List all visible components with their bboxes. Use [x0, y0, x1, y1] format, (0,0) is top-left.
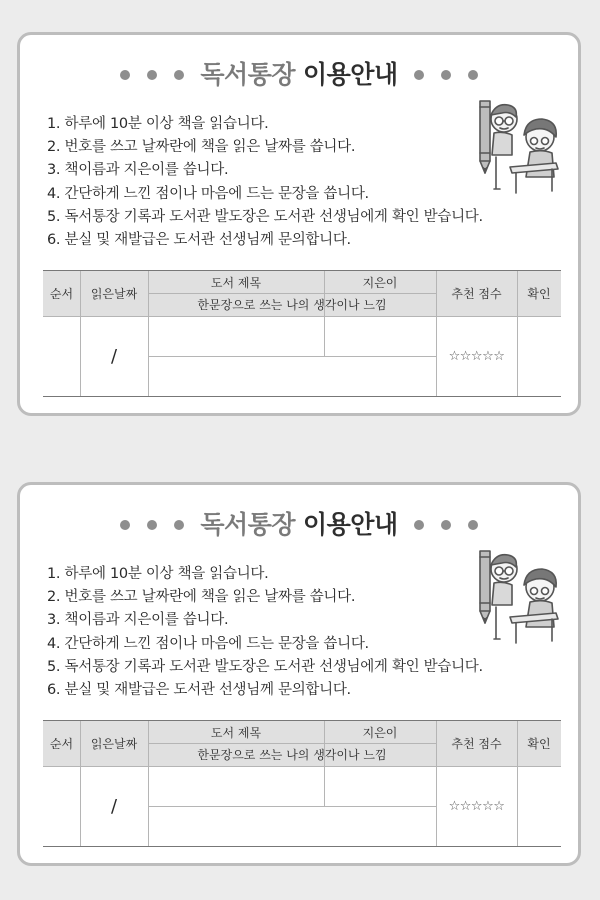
rule-item: 5. 독서통장 기록과 도서관 발도장은 도서관 선생님에게 확인 받습니다. — [47, 208, 483, 225]
title-text — [200, 57, 397, 93]
header-order: 순서 — [49, 737, 74, 751]
thoughts-cell[interactable] — [148, 806, 436, 846]
rule-item: 4. 간단하게 느낀 점이나 마음에 드는 문장을 씁니다. — [47, 635, 369, 652]
title-dots-right — [414, 520, 478, 530]
rating-stars[interactable]: ☆☆☆☆☆ — [448, 798, 505, 814]
rule-item: 6. 분실 및 재발급은 도서관 선생님께 문의합니다. — [47, 231, 351, 248]
rating-stars[interactable]: ☆☆☆☆☆ — [448, 348, 505, 364]
rule-item: 3. 책이름과 지은이를 씁니다. — [47, 612, 229, 629]
rule-item: 5. 독서통장 기록과 도서관 발도장은 도서관 선생님에게 확인 받습니다. — [47, 658, 483, 675]
title-part2: 이용안내 — [303, 510, 398, 539]
header-thoughts: 한문장으로 쓰는 나의 생각이나 느낌 — [197, 748, 387, 762]
author-cell[interactable] — [324, 766, 436, 806]
header-sub-divider — [148, 293, 436, 294]
rule-item: 6. 분실 및 재발급은 도서관 선생님께 문의합니다. — [47, 681, 351, 698]
usage-rules-list — [47, 113, 483, 252]
title-text — [200, 507, 397, 543]
book-title-cell[interactable] — [148, 766, 324, 806]
confirm-cell[interactable] — [517, 766, 561, 846]
rule-item: 2. 번호를 쓰고 날짜란에 책을 읽은 날짜를 씁니다. — [47, 589, 356, 606]
title-dots-left — [120, 520, 184, 530]
header-thoughts: 한문장으로 쓰는 나의 생각이나 느낌 — [197, 298, 387, 312]
header-author: 지은이 — [362, 275, 398, 290]
author-cell[interactable] — [324, 316, 436, 356]
usage-rules-list — [47, 563, 483, 702]
title-dots-left — [120, 70, 184, 80]
header-read-date: 읽은날짜 — [90, 737, 138, 751]
reading-passbook-card-2 — [17, 482, 581, 866]
header-sub-divider — [148, 743, 436, 744]
rule-item: 1. 하루에 10분 이상 책을 읽습니다. — [47, 566, 269, 582]
header-confirm: 확인 — [527, 287, 551, 301]
reading-log-table — [43, 270, 561, 397]
rule-item: 4. 간단하게 느낀 점이나 마음에 드는 문장을 씁니다. — [47, 185, 369, 202]
header-rating: 추천 점수 — [451, 737, 502, 751]
rule-item: 2. 번호를 쓰고 날짜란에 책을 읽은 날짜를 씁니다. — [47, 139, 356, 156]
header-order: 순서 — [49, 287, 74, 301]
reading-passbook-card-1 — [17, 32, 581, 416]
order-cell[interactable] — [43, 316, 80, 396]
thoughts-cell[interactable] — [148, 356, 436, 396]
order-cell[interactable] — [43, 766, 80, 846]
title-dots-right — [414, 70, 478, 80]
card-title — [20, 507, 578, 543]
title-part1: 독서통장 — [200, 60, 295, 89]
title-part1: 독서통장 — [200, 510, 295, 539]
confirm-cell[interactable] — [517, 316, 561, 396]
header-confirm: 확인 — [527, 737, 551, 751]
header-read-date: 읽은날짜 — [90, 287, 138, 301]
header-rating: 추천 점수 — [451, 287, 502, 301]
date-cell[interactable]: / — [110, 795, 118, 817]
rule-item: 3. 책이름과 지은이를 씁니다. — [47, 162, 229, 179]
header-author: 지은이 — [362, 725, 398, 740]
kids-reading-illustration-icon — [466, 547, 562, 655]
reading-log-table — [43, 720, 561, 847]
title-part2: 이용안내 — [303, 60, 398, 89]
header-book-title: 도서 제목 — [210, 275, 262, 290]
date-cell[interactable]: / — [110, 345, 118, 367]
book-title-cell[interactable] — [148, 316, 324, 356]
header-book-title: 도서 제목 — [210, 725, 262, 740]
card-title — [20, 57, 578, 93]
rule-item: 1. 하루에 10분 이상 책을 읽습니다. — [47, 116, 269, 132]
kids-reading-illustration-icon — [466, 97, 562, 205]
